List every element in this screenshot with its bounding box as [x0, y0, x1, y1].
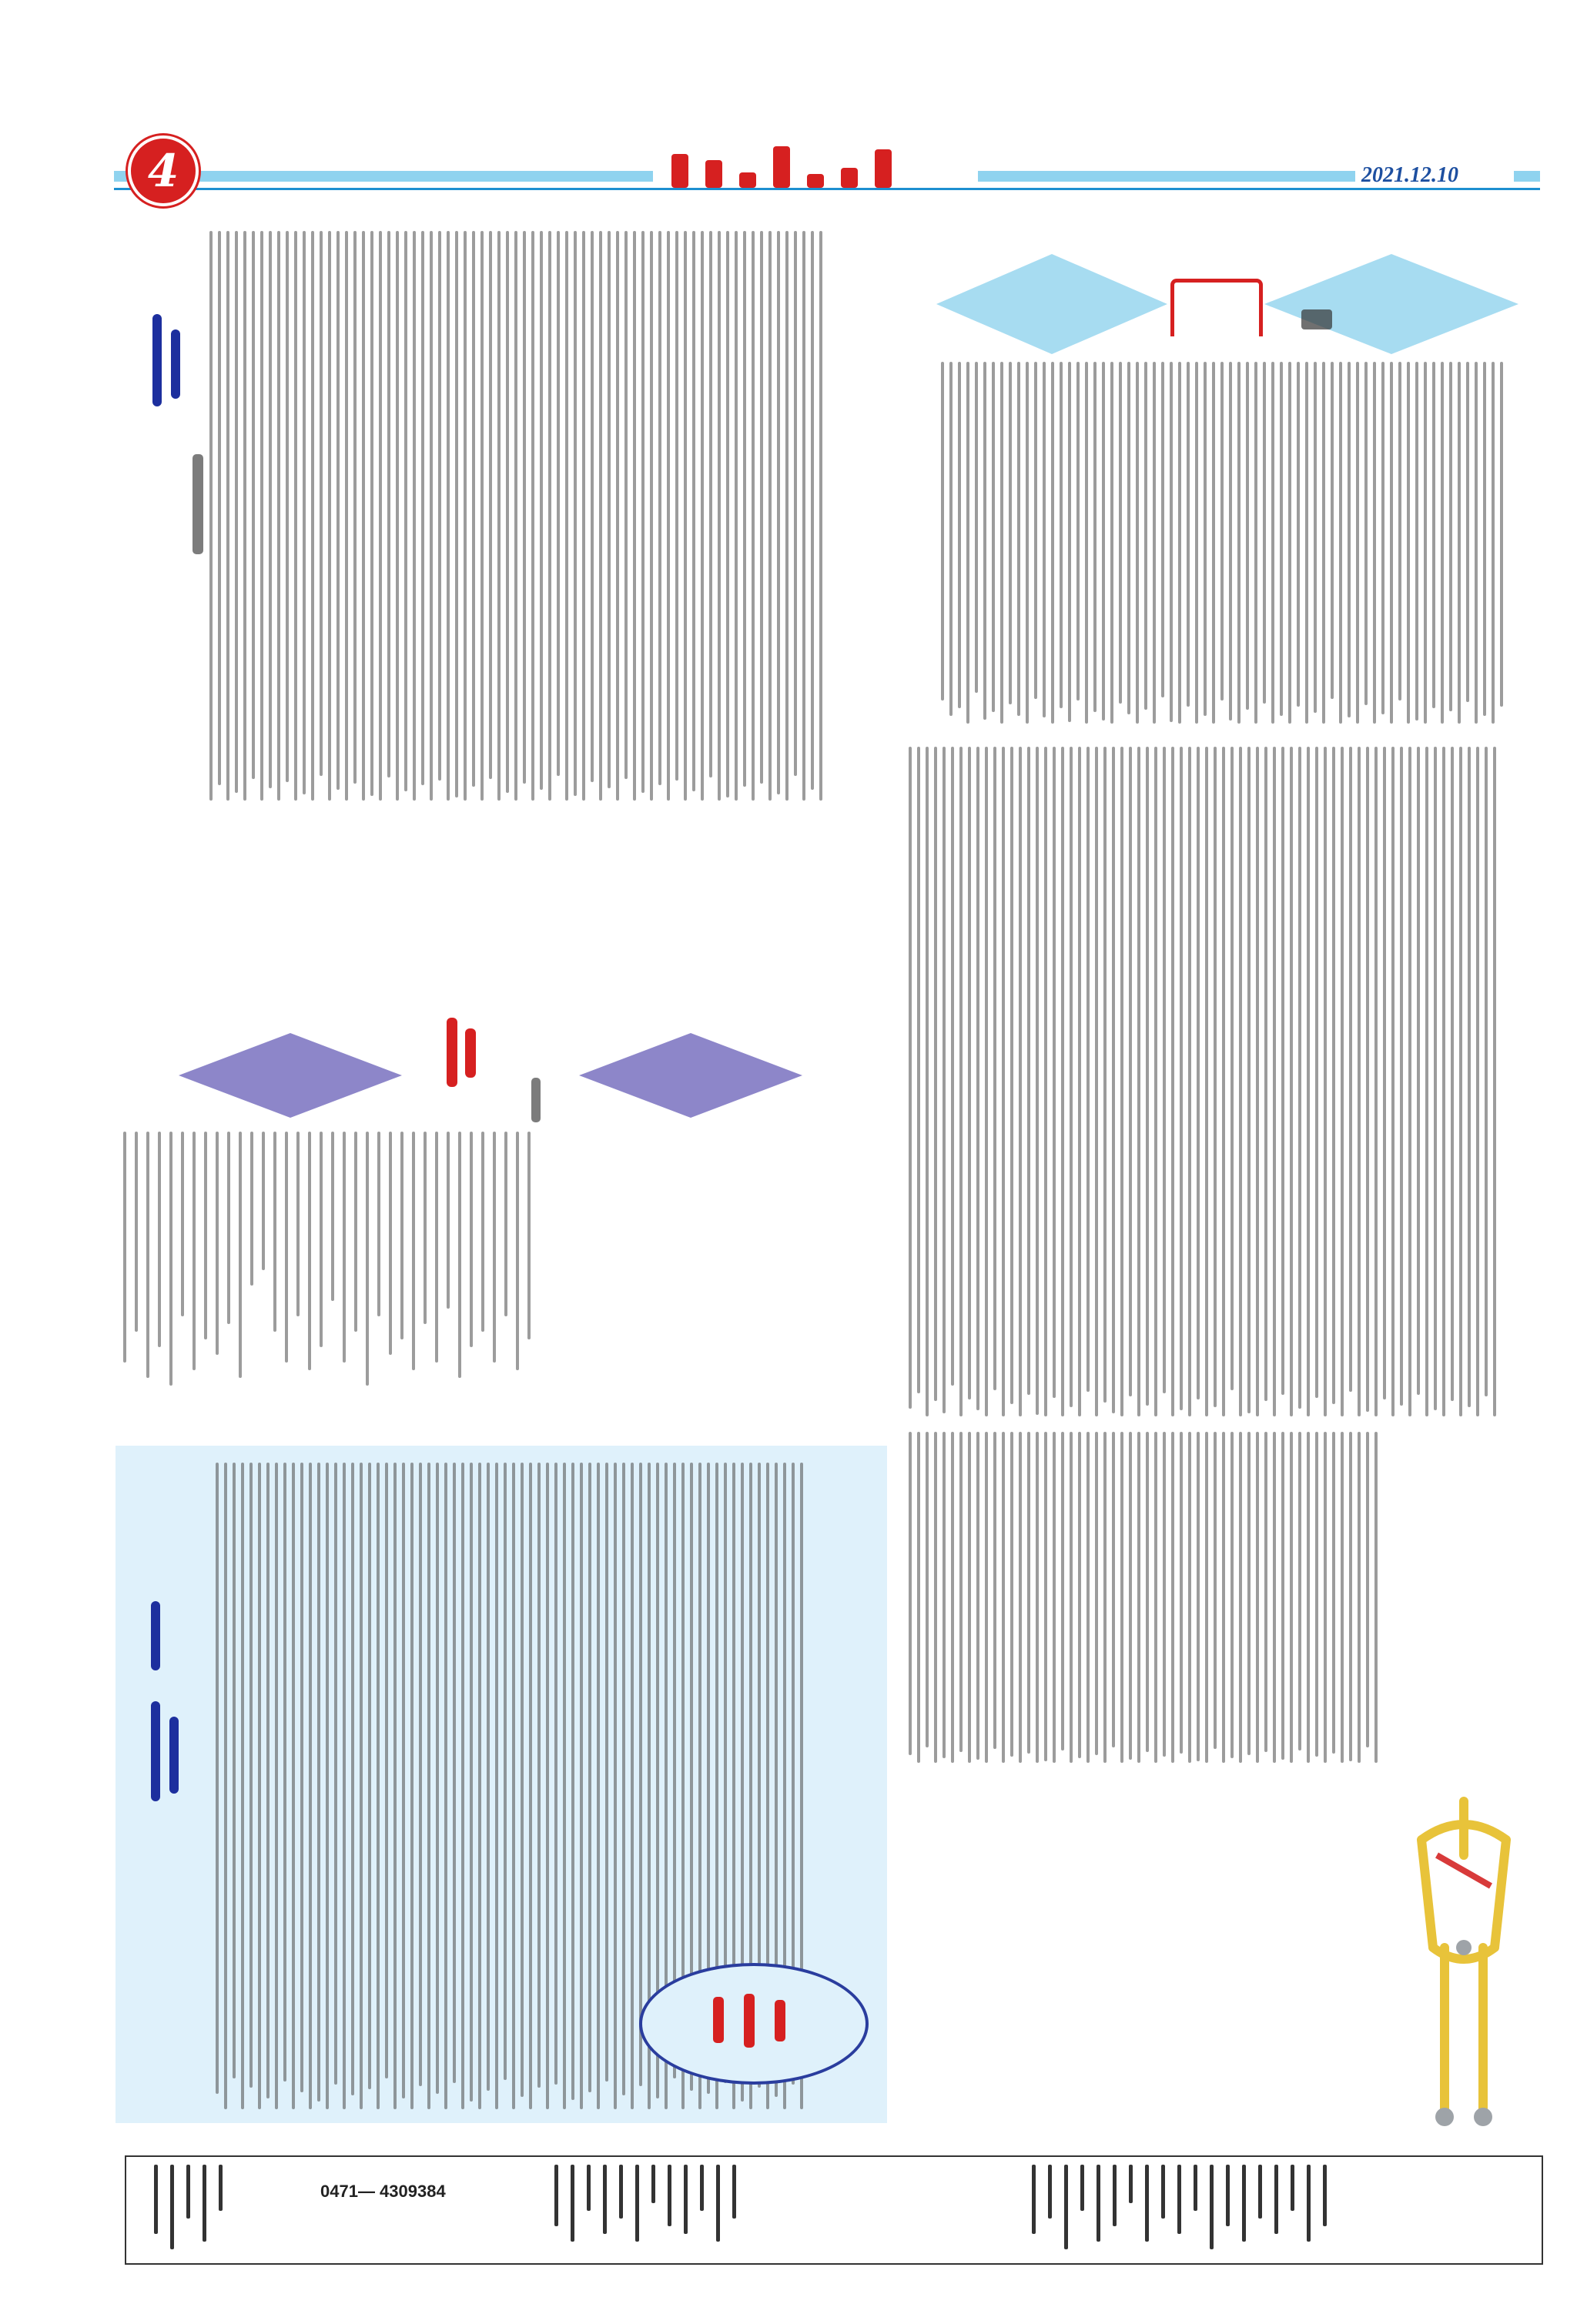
footer-masthead-text [154, 2165, 223, 2249]
footer-info-right [1032, 2165, 1327, 2249]
masthead-logo [671, 146, 892, 188]
mid-article-author [531, 1078, 541, 1122]
header-bar-far-right [1514, 171, 1540, 182]
panel-oval-badge [639, 1963, 869, 2085]
left-article-author [193, 454, 203, 554]
article-text-lower-right [909, 1432, 1534, 1763]
decor-diamond-mid-right [579, 1033, 802, 1118]
header-rule [114, 188, 1540, 190]
footer-info-left [554, 2165, 736, 2242]
decor-diamond-right [1264, 254, 1518, 354]
article-text-mid-left [123, 1132, 816, 1409]
decor-diamond-left [936, 254, 1167, 354]
issue-date: 2021.12.10 [1361, 163, 1458, 187]
footer-phone: 0471— 4309384 [320, 2182, 446, 2201]
footer-box [125, 2155, 1543, 2265]
mid-article-title-red [439, 1018, 485, 1087]
bridle-image [1391, 1794, 1537, 2132]
page-number: 4 [128, 135, 199, 206]
article-text-top-left [209, 231, 879, 801]
article-text-middle-right [909, 747, 1534, 1416]
panel-title-blue [145, 1601, 191, 1801]
article-text-top-right [941, 362, 1534, 724]
left-article-title [146, 314, 193, 406]
header-bar-right [978, 171, 1355, 182]
article-author-mark [1301, 309, 1332, 329]
decor-diamond-mid-left [179, 1033, 402, 1118]
article-title-red [1170, 279, 1263, 336]
